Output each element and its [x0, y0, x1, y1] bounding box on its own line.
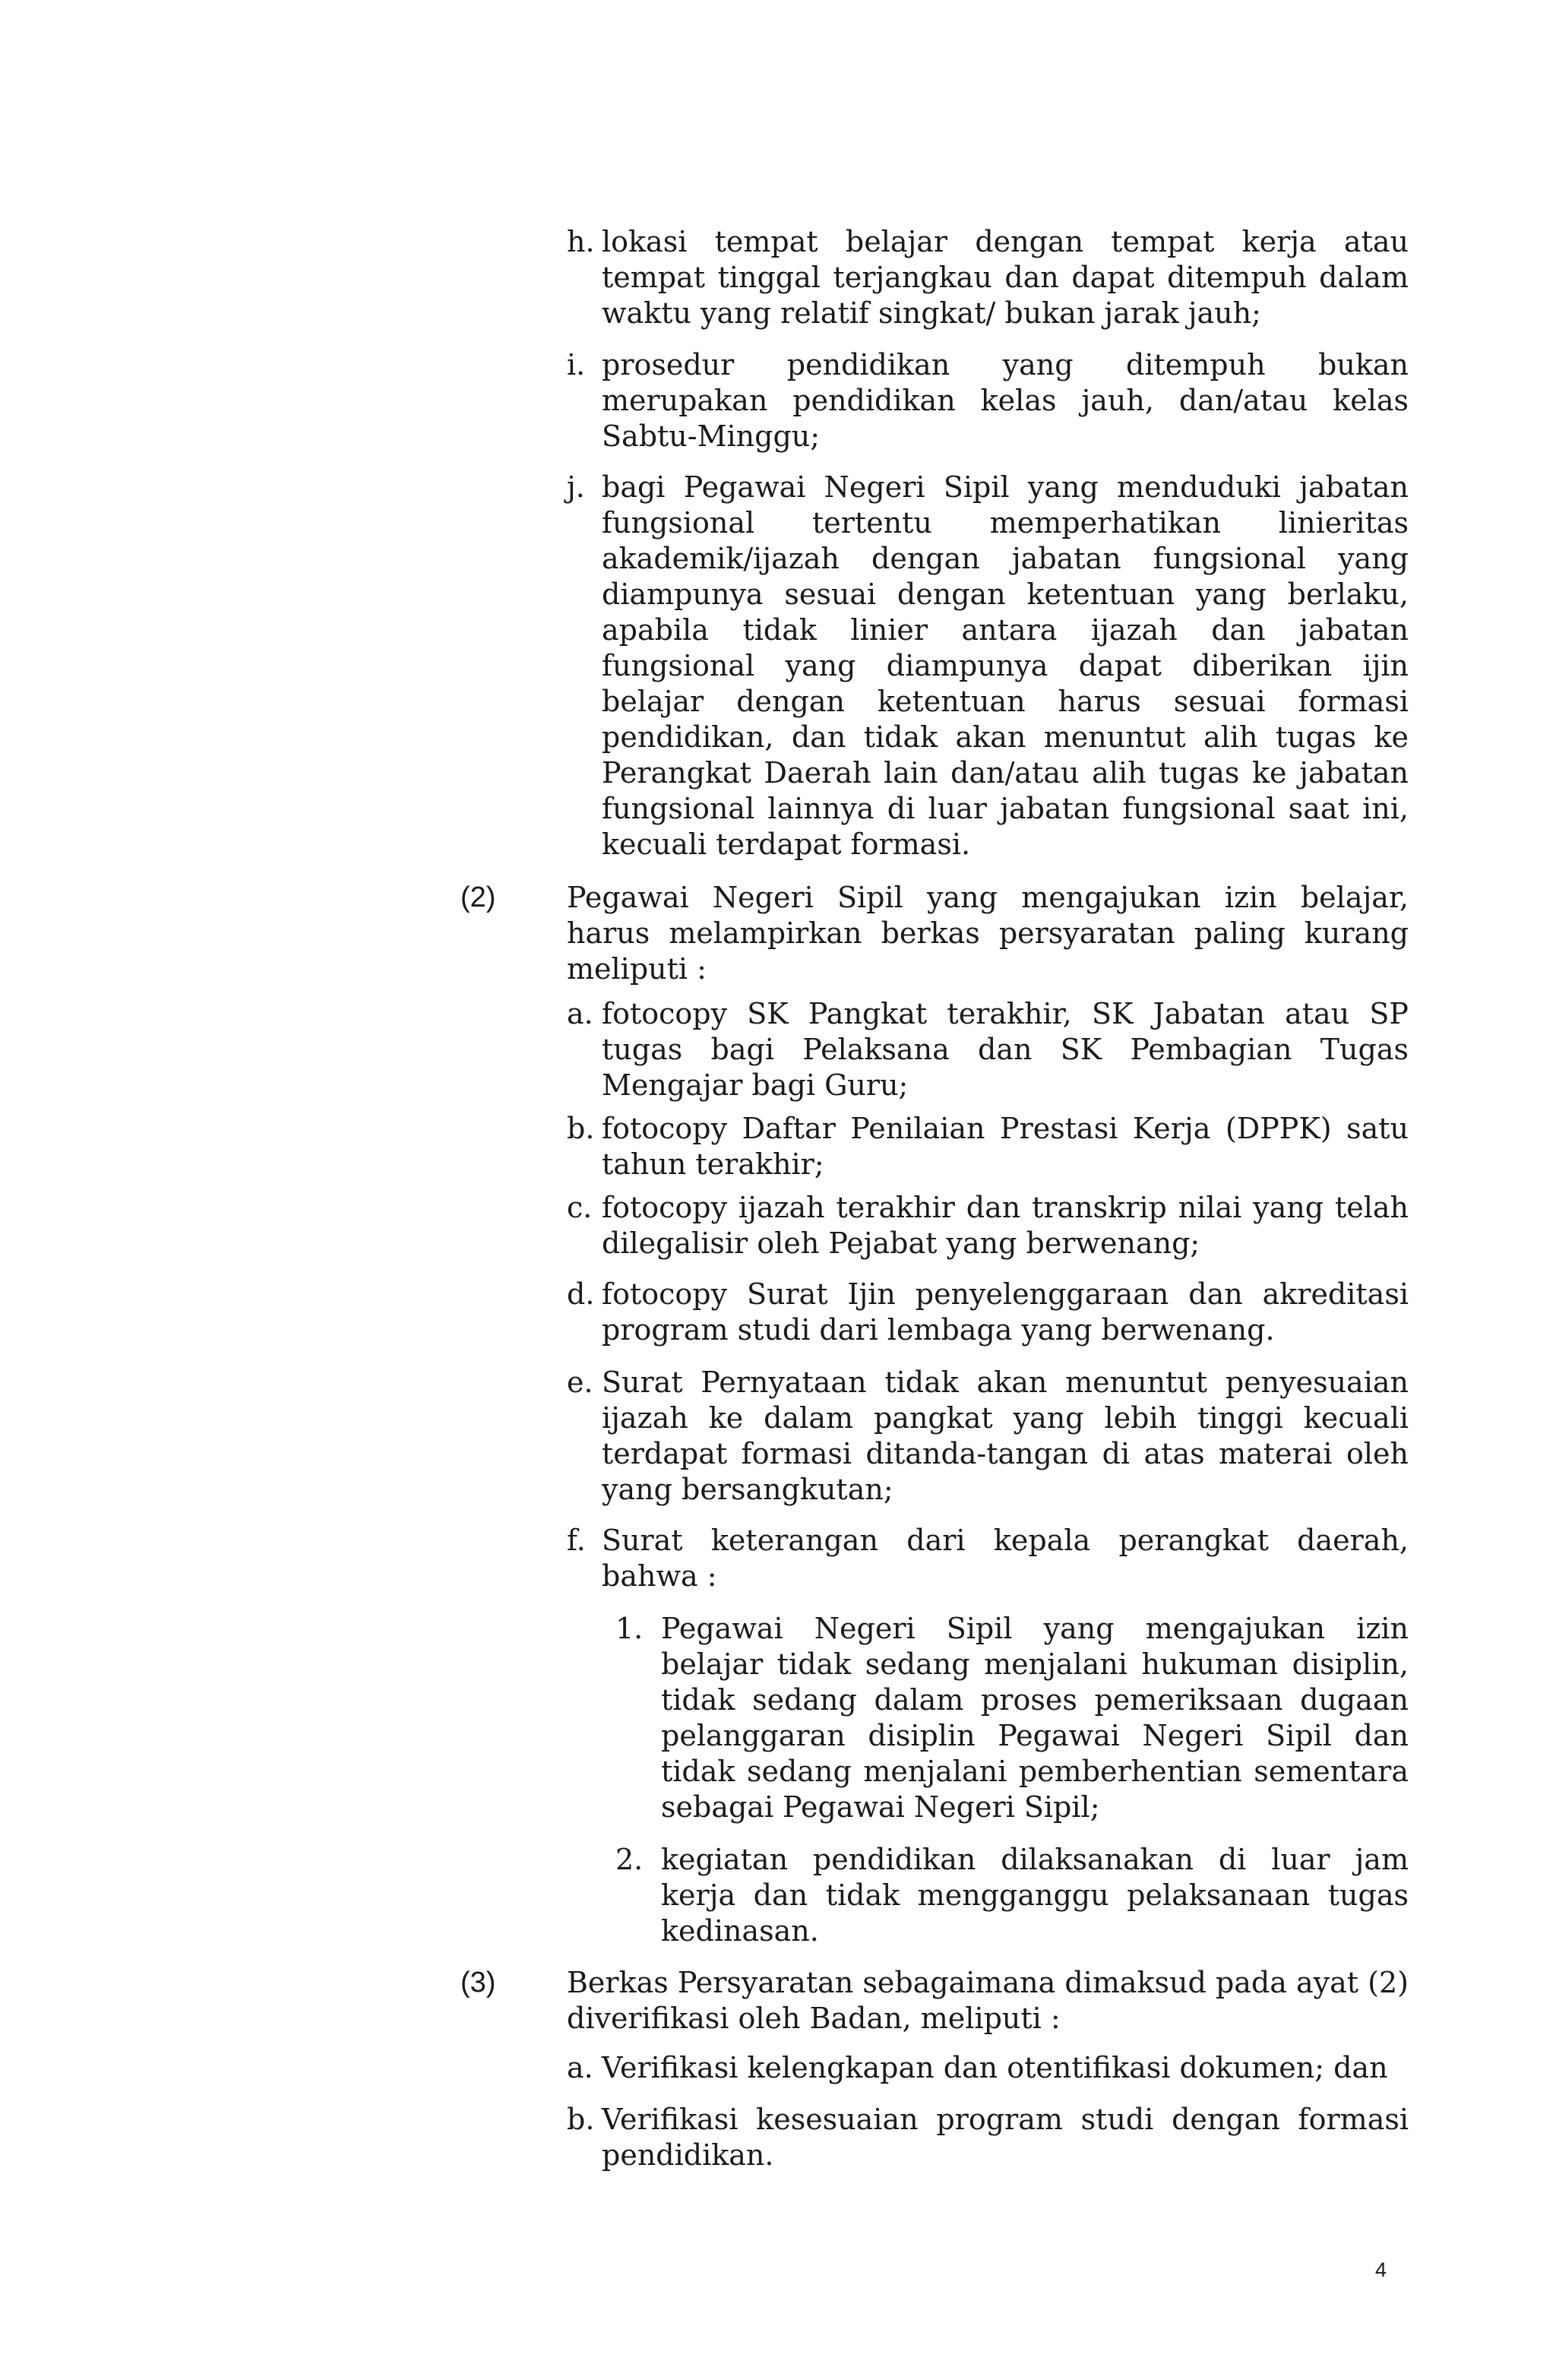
- page-number: 4: [1375, 2258, 1387, 2281]
- item-text: prosedur pendidikan yang ditempuh bukan merupakan pendidikan kelas jauh, dan/atau kelas Sabtu-Minggu;: [602, 348, 1409, 453]
- item-text: lokasi tempat belajar dengan tempat kerja atau tempat tinggal terjangkau dan dapat ditempuh dalam waktu yang relatif singkat/ bukan jarak jauh;: [602, 225, 1409, 330]
- section-number: (2): [460, 881, 496, 913]
- item-text: fotocopy Surat Ijin penyelenggaraan dan akreditasi program studi dari lembaga yang berwenang.: [602, 1277, 1409, 1347]
- sub-item-text: Pegawai Negeri Sipil yang mengajukan izin belajar tidak sedang menjalani hukuman disiplin, tidak sedang dalam proses pemeriksaan dugaan pelanggaran disiplin Pegawai Negeri Sipil dan tidak sedang menjalani pemberhentian sementara sebagai Pegawai Negeri Sipil;: [661, 1612, 1409, 1824]
- item-text: fotocopy SK Pangkat terakhir, SK Jabatan atau SP tugas bagi Pelaksana dan SK Pembagian Tugas Mengajar bagi Guru;: [602, 997, 1409, 1102]
- item-label: e.: [567, 1366, 593, 1399]
- item-label: b.: [567, 1112, 595, 1145]
- sub-item-label: 1.: [615, 1612, 644, 1645]
- item-label: h.: [567, 225, 595, 258]
- section-text: Berkas Persyaratan sebagaimana dimaksud pada ayat (2) diverifikasi oleh Badan, meliputi :: [567, 1966, 1409, 2035]
- sub-item-label: 2.: [615, 1843, 644, 1876]
- sub-item-text: kegiatan pendidikan dilaksanakan di luar jam kerja dan tidak mengganggu pelaksanaan tugas kedinasan.: [661, 1843, 1409, 1948]
- section-text: Pegawai Negeri Sipil yang mengajukan izin belajar, harus melampirkan berkas persyaratan paling kurang meliputi :: [567, 881, 1409, 986]
- item-text: fotocopy ijazah terakhir dan transkrip nilai yang telah dilegalisir oleh Pejabat yang berwenang;: [602, 1191, 1409, 1260]
- item-label: b.: [567, 2103, 595, 2136]
- item-label: a.: [567, 997, 593, 1030]
- item-text: fotocopy Daftar Penilaian Prestasi Kerja (DPPK) satu tahun terakhir;: [602, 1112, 1409, 1181]
- section-number: (3): [460, 1967, 496, 1999]
- item-label: d.: [567, 1277, 595, 1311]
- item-label: i.: [567, 348, 586, 381]
- item-label: c.: [567, 1191, 593, 1224]
- item-label: f.: [567, 1524, 586, 1557]
- item-text: Verifikasi kelengkapan dan otentifikasi dokumen; dan: [602, 2051, 1388, 2084]
- item-label: a.: [567, 2051, 593, 2084]
- item-label: j.: [567, 470, 585, 504]
- item-text: Surat Pernyataan tidak akan menuntut penyesuaian ijazah ke dalam pangkat yang lebih tinggi kecuali terdapat formasi ditanda-tangan di atas materai oleh yang bersangkutan;: [602, 1366, 1409, 1506]
- item-text: Surat keterangan dari kepala perangkat daerah, bahwa :: [602, 1524, 1409, 1593]
- item-text: Verifikasi kesesuaian program studi dengan formasi pendidikan.: [602, 2103, 1409, 2172]
- item-text: bagi Pegawai Negeri Sipil yang menduduki jabatan fungsional tertentu memperhatikan linieritas akademik/ijazah dengan jabatan fungsional yang diampunya sesuai dengan ketentuan yang berlaku, apabila tidak linier antara ijazah dan jabatan fungsional yang diampunya dapat diberikan ijin belajar dengan ketentuan harus sesuai formasi pendidikan, dan tidak akan menuntut alih tugas ke Perangkat Daerah lain dan/atau alih tugas ke jabatan fungsional lainnya di luar jabatan fungsional saat ini, kecuali terdapat formasi.: [602, 470, 1409, 861]
